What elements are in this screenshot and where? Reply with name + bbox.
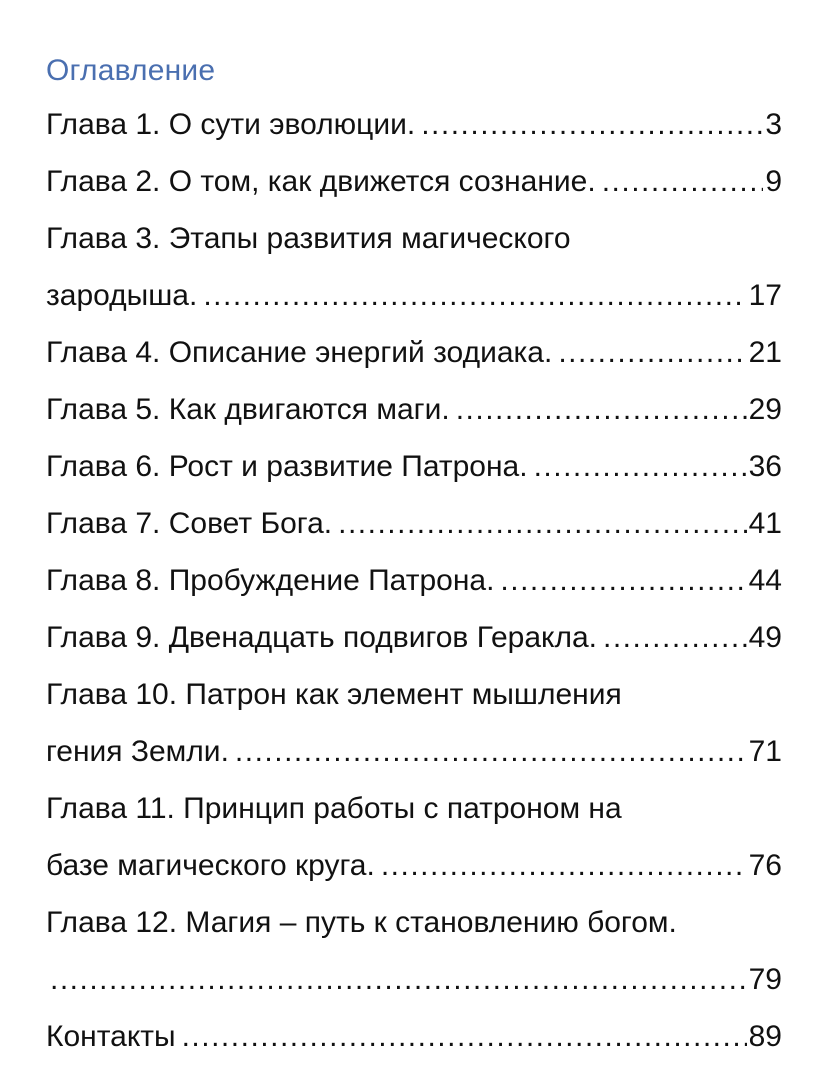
toc-entry-title: Глава 9. Двенадцать подвигов Геракла. bbox=[46, 621, 597, 654]
toc-dot-leader bbox=[500, 552, 746, 609]
toc-entry-page: 36 bbox=[748, 450, 782, 483]
toc-entry-title: Глава 1. О сути эволюции. bbox=[46, 108, 416, 141]
toc-entry-title: базе магического круга. bbox=[46, 849, 375, 882]
toc-entry-title-line1: Глава 3. Этапы развития магического bbox=[46, 222, 571, 255]
toc-list bbox=[46, 96, 782, 1065]
toc-entry-chapter-2[interactable] bbox=[46, 153, 782, 210]
toc-dot-leader bbox=[203, 267, 746, 324]
toc-entry-title: Глава 6. Рост и развитие Патрона. bbox=[46, 450, 528, 483]
toc-entry-title: зародыша. bbox=[46, 279, 198, 312]
toc-dot-leader bbox=[50, 951, 747, 1008]
toc-dot-leader bbox=[603, 609, 747, 666]
toc-entry-chapter-8[interactable] bbox=[46, 552, 782, 609]
toc-entry-title: Глава 5. Как двигаются маги. bbox=[46, 393, 450, 426]
toc-entry-chapter-12[interactable] bbox=[46, 894, 782, 1008]
toc-dot-leader bbox=[534, 438, 747, 495]
toc-entry-page: 71 bbox=[748, 735, 782, 768]
toc-entry-chapter-10[interactable] bbox=[46, 666, 782, 780]
toc-dot-leader bbox=[456, 381, 747, 438]
toc-entry-page: 9 bbox=[765, 165, 782, 198]
toc-dot-leader bbox=[182, 1008, 747, 1065]
toc-entry-chapter-3[interactable] bbox=[46, 210, 782, 324]
toc-dot-leader bbox=[558, 324, 746, 381]
toc-entry-page: 41 bbox=[748, 507, 782, 540]
toc-entry-page: 3 bbox=[765, 108, 782, 141]
toc-entry-title: Контакты bbox=[46, 1020, 176, 1053]
toc-entry-title: Глава 8. Пробуждение Патрона. bbox=[46, 564, 495, 597]
toc-entry-chapter-11[interactable] bbox=[46, 780, 782, 894]
toc-entry-chapter-7[interactable] bbox=[46, 495, 782, 552]
toc-entry-chapter-4[interactable] bbox=[46, 324, 782, 381]
toc-dot-leader bbox=[235, 723, 747, 780]
toc-entry-page: 79 bbox=[748, 963, 782, 996]
toc-entry-chapter-6[interactable] bbox=[46, 438, 782, 495]
toc-entry-contacts[interactable] bbox=[46, 1008, 782, 1065]
toc-entry-page: 89 bbox=[748, 1020, 782, 1053]
toc-entry-page: 76 bbox=[748, 849, 782, 882]
toc-entry-chapter-9[interactable] bbox=[46, 609, 782, 666]
toc-entry-page: 17 bbox=[748, 279, 782, 312]
toc-entry-chapter-1[interactable] bbox=[46, 96, 782, 153]
toc-dot-leader bbox=[338, 495, 747, 552]
toc-entry-title: Глава 7. Совет Бога. bbox=[46, 507, 333, 540]
toc-entry-page: 21 bbox=[748, 336, 782, 369]
toc-entry-title: гения Земли. bbox=[46, 735, 229, 768]
toc-entry-page: 49 bbox=[748, 621, 782, 654]
toc-entry-title-line1: Глава 11. Принцип работы с патроном на bbox=[46, 792, 622, 825]
toc-entry-page: 29 bbox=[748, 393, 782, 426]
toc-entry-title-line1: Глава 12. Магия – путь к становлению богом. bbox=[46, 906, 677, 939]
toc-entry-title-line1: Глава 10. Патрон как элемент мышления bbox=[46, 678, 622, 711]
toc-dot-leader bbox=[421, 96, 763, 153]
toc-dot-leader bbox=[602, 153, 764, 210]
toc-heading: Оглавление bbox=[46, 54, 216, 87]
toc-entry-page: 44 bbox=[748, 564, 782, 597]
toc-entry-title: Глава 2. О том, как движется сознание. bbox=[46, 165, 596, 198]
toc-entry-chapter-5[interactable] bbox=[46, 381, 782, 438]
toc-entry-title: Глава 4. Описание энергий зодиака. bbox=[46, 336, 553, 369]
toc-dot-leader bbox=[381, 837, 747, 894]
